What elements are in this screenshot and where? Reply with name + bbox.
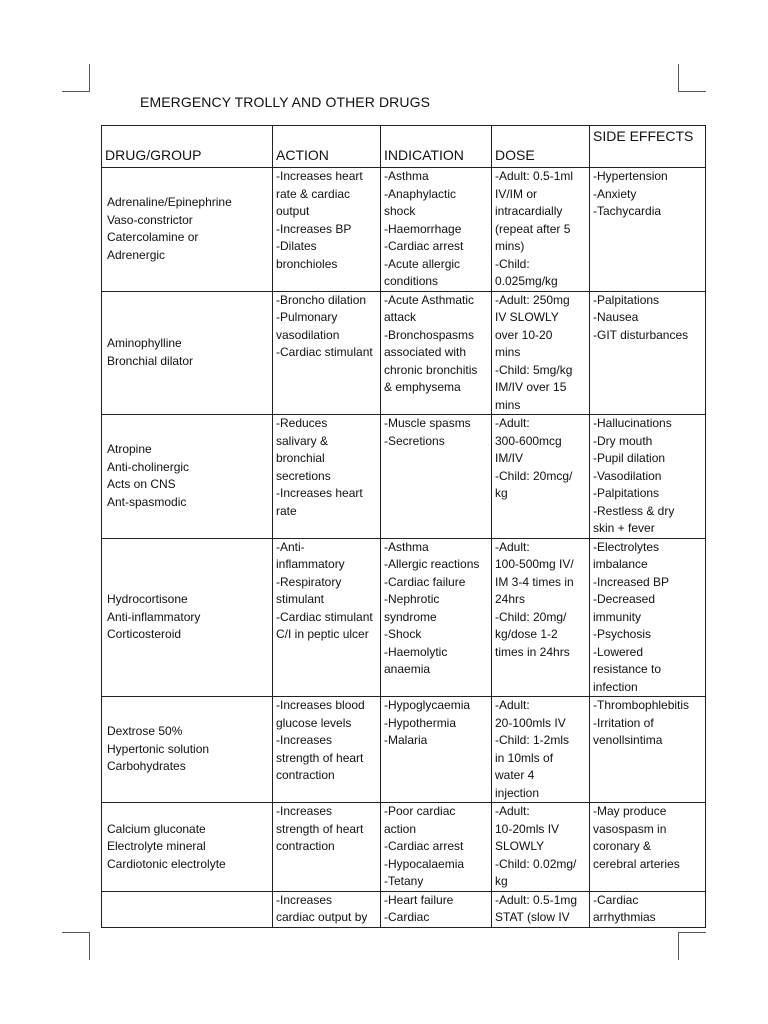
- cell-line: -Hypothermia: [384, 715, 457, 730]
- side-effects-cell: [590, 891, 706, 927]
- cell-line: -Lowered: [593, 644, 644, 659]
- cell-line: -GIT disturbances: [593, 327, 689, 342]
- cell-line: -Increases blood: [276, 698, 365, 712]
- table-body: [102, 168, 706, 928]
- cell-line: -Nephrotic: [384, 592, 440, 606]
- cell-line: SLOWLY: [495, 839, 545, 853]
- cell-line: -Tetany: [384, 874, 424, 888]
- cell-line: -Cardiac arrest: [384, 239, 464, 253]
- cell-line: -Secretions: [384, 433, 445, 448]
- cell-line: contraction: [276, 839, 335, 853]
- indication-cell: [381, 697, 492, 803]
- indication-cell: [381, 291, 492, 415]
- table-row: [102, 891, 706, 927]
- dose-cell: [492, 168, 590, 292]
- cell-line: -Child: 20mcg/: [495, 468, 573, 483]
- cell-line: conditions: [384, 274, 439, 288]
- cell-line: -Heart failure: [384, 892, 454, 907]
- cell-line: -Hallucinations: [593, 416, 672, 430]
- cell-line: -Broncho dilation: [276, 292, 367, 307]
- cell-line: venollsintima: [593, 733, 663, 747]
- cell-line: (repeat after 5: [495, 221, 571, 236]
- header-action: ACTION: [273, 126, 381, 168]
- cell-line: mins: [495, 397, 521, 412]
- cell-line: Electrolyte mineral: [107, 839, 206, 853]
- indication-cell: [381, 891, 492, 927]
- cell-line: Hydrocortisone: [107, 592, 188, 606]
- cell-line: -Adult: 0.5-1mg: [495, 892, 578, 907]
- drug-cell: [102, 803, 273, 892]
- cell-line: -Vasodilation: [593, 468, 662, 483]
- cell-line: Anti-inflammatory: [107, 609, 201, 624]
- cell-line: -Decreased: [593, 592, 656, 606]
- cell-line: salivary &: [276, 433, 329, 448]
- cell-line: anaemia: [384, 662, 431, 676]
- cell-line: kg: [495, 486, 508, 500]
- cell-line: -Cardiac arrest: [384, 839, 464, 853]
- side-effects-cell: [590, 168, 706, 292]
- cell-line: -Palpitations: [593, 486, 660, 500]
- cell-line: -Adult:: [495, 804, 530, 818]
- cell-line: -Acute allergic: [384, 256, 461, 271]
- cell-line: rate & cardiac: [276, 186, 351, 201]
- cell-line: -Dry mouth: [593, 433, 653, 448]
- cell-line: Carbohydrates: [107, 759, 186, 774]
- cell-line: -Thrombophlebitis: [593, 698, 690, 712]
- cell-line: -Adult:: [495, 698, 530, 712]
- page-title: EMERGENCY TROLLY AND OTHER DRUGS: [140, 94, 431, 110]
- cell-line: imbalance: [593, 557, 648, 571]
- drug-cell: [102, 291, 273, 415]
- cell-line: Corticosteroid: [107, 627, 182, 641]
- cell-line: -Child: 0.02mg/: [495, 856, 577, 871]
- cell-line: -Restless & dry: [593, 503, 675, 518]
- cell-line: stimulant: [276, 592, 325, 606]
- crop-mark-top-left-horizontal: [62, 91, 90, 92]
- crop-mark-bottom-left-vertical: [89, 932, 90, 960]
- cell-line: -Child: 5mg/kg: [495, 362, 573, 377]
- cell-line: kg/dose 1-2: [495, 627, 558, 641]
- cell-line: Acts on CNS: [107, 477, 176, 492]
- cell-line: -Increases BP: [276, 221, 352, 236]
- cell-line: arrhythmias: [593, 910, 656, 924]
- cell-line: vasodilation: [276, 327, 340, 342]
- cell-line: -Increases heart: [276, 169, 363, 183]
- crop-mark-top-left-vertical: [89, 64, 90, 92]
- cell-line: Aminophylline: [107, 336, 182, 351]
- cell-line: -Increases: [276, 733, 333, 747]
- cell-line: times in 24hrs: [495, 644, 570, 659]
- dose-cell: [492, 415, 590, 539]
- cell-line: Adrenaline/Epinephrine: [107, 195, 232, 210]
- table-header-row: [102, 126, 706, 168]
- dose-cell: [492, 538, 590, 697]
- cell-line: immunity: [593, 609, 642, 624]
- cell-line: IV/IM or: [495, 186, 538, 201]
- cell-line: -Poor cardiac: [384, 804, 456, 818]
- cell-line: -Tachycardia: [593, 204, 662, 218]
- dose-cell: [492, 291, 590, 415]
- cell-line: -Anti-: [276, 539, 305, 554]
- cell-line: -Nausea: [593, 310, 639, 324]
- cell-line: IM 3-4 times in: [495, 574, 574, 589]
- side-effects-cell: [590, 291, 706, 415]
- cell-line: -Adult: 250mg: [495, 292, 570, 307]
- cell-line: -Anaphylactic: [384, 186, 457, 201]
- cell-line: 20-100mls IV: [495, 715, 566, 730]
- indication-cell: [381, 803, 492, 892]
- cell-line: IM/IV: [495, 451, 524, 465]
- cell-line: -Respiratory: [276, 574, 342, 589]
- cell-line: strength of heart: [276, 750, 364, 765]
- cell-line: Adrenergic: [107, 247, 166, 262]
- cell-line: bronchial: [276, 451, 325, 465]
- cell-line: mins: [495, 345, 521, 359]
- cell-line: Vaso-constrictor: [107, 212, 193, 227]
- cell-line: attack: [384, 310, 417, 324]
- cell-line: Catercolamine or: [107, 230, 199, 245]
- cell-line: -Child: 20mg/: [495, 609, 567, 624]
- cell-line: cardiac output by: [276, 910, 368, 924]
- cell-line: -Haemorrhage: [384, 221, 462, 236]
- crop-mark-bottom-left-horizontal: [62, 932, 90, 933]
- cell-line: -Increases: [276, 892, 333, 907]
- cell-line: Atropine: [107, 442, 152, 457]
- cell-line: cerebral arteries: [593, 856, 680, 871]
- cell-line: bronchioles: [276, 256, 338, 271]
- cell-line: output: [276, 204, 310, 218]
- table-row: [102, 168, 706, 292]
- drug-cell: [102, 891, 273, 927]
- cell-line: -Dilates: [276, 239, 317, 253]
- cell-line: rate: [276, 503, 297, 518]
- cell-line: -Electrolytes: [593, 539, 660, 554]
- cell-line: -Haemolytic: [384, 644, 448, 659]
- cell-line: Calcium gluconate: [107, 821, 206, 836]
- cell-line: coronary &: [593, 839, 652, 853]
- table-row: [102, 803, 706, 892]
- cell-line: -Cardiac: [384, 910, 430, 924]
- drug-cell: [102, 168, 273, 292]
- header-indication: INDICATION: [381, 126, 492, 168]
- cell-line: vasospasm in: [593, 821, 667, 836]
- drug-cell: [102, 538, 273, 697]
- cell-line: Bronchial dilator: [107, 353, 194, 368]
- cell-line: -Reduces: [276, 416, 328, 430]
- cell-line: Cardiotonic electrolyte: [107, 856, 226, 871]
- cell-line: IM/IV over 15: [495, 380, 567, 394]
- crop-mark-top-right-horizontal: [678, 91, 706, 92]
- cell-line: -Hypocalaemia: [384, 856, 465, 871]
- dose-cell: [492, 697, 590, 803]
- cell-line: -Adult:: [495, 416, 530, 430]
- cell-line: Anti-cholinergic: [107, 459, 190, 474]
- action-cell: [273, 168, 381, 292]
- crop-mark-top-right-vertical: [678, 64, 679, 92]
- side-effects-cell: [590, 538, 706, 697]
- cell-line: -Psychosis: [593, 627, 652, 641]
- header-drug-group: DRUG/GROUP: [102, 126, 273, 168]
- cell-line: 24hrs: [495, 592, 526, 606]
- cell-line: Dextrose 50%: [107, 724, 183, 739]
- cell-line: -Child:: [495, 256, 530, 271]
- cell-line: kg: [495, 874, 508, 888]
- cell-line: -Adult: 0.5-1ml: [495, 169, 574, 183]
- cell-line: -Cardiac stimulant: [276, 609, 373, 624]
- cell-line: associated with: [384, 345, 467, 359]
- cell-line: STAT (slow IV: [495, 910, 570, 924]
- drug-cell: [102, 697, 273, 803]
- cell-line: -Irritation of: [593, 715, 654, 730]
- table-row: [102, 538, 706, 697]
- action-cell: [273, 291, 381, 415]
- cell-line: -Allergic reactions: [384, 557, 480, 571]
- cell-line: secretions: [276, 468, 331, 483]
- side-effects-cell: [590, 697, 706, 803]
- cell-line: intracardially: [495, 204, 563, 218]
- action-cell: [273, 891, 381, 927]
- cell-line: -Increases heart: [276, 486, 363, 500]
- header-side-effects: SIDE EFFECTS: [590, 126, 706, 168]
- action-cell: [273, 803, 381, 892]
- cell-line: glucose levels: [276, 715, 352, 730]
- drug-cell: [102, 415, 273, 539]
- cell-line: IV SLOWLY: [495, 310, 559, 324]
- cell-line: -Pulmonary: [276, 310, 338, 324]
- cell-line: infection: [593, 679, 638, 694]
- cell-line: -Cardiac failure: [384, 574, 466, 589]
- side-effects-cell: [590, 415, 706, 539]
- cell-line: -Muscle spasms: [384, 416, 471, 430]
- drug-table: [101, 125, 706, 928]
- cell-line: in 10mls of: [495, 750, 554, 765]
- cell-line: -Palpitations: [593, 292, 660, 307]
- cell-line: syndrome: [384, 609, 437, 624]
- cell-line: -Hypertension: [593, 169, 668, 183]
- cell-line: -Child: 1-2mls: [495, 733, 570, 747]
- cell-line: -Adult:: [495, 539, 530, 554]
- cell-line: 300-600mcg: [495, 433, 562, 448]
- cell-line: -Pupil dilation: [593, 451, 666, 465]
- cell-line: chronic bronchitis: [384, 362, 478, 377]
- cell-line: -Asthma: [384, 539, 429, 554]
- cell-line: 100-500mg IV/: [495, 557, 574, 571]
- indication-cell: [381, 538, 492, 697]
- dose-cell: [492, 891, 590, 927]
- cell-line: -Cardiac stimulant: [276, 345, 373, 359]
- table-row: [102, 697, 706, 803]
- cell-line: contraction: [276, 768, 335, 782]
- cell-line: over 10-20: [495, 327, 553, 342]
- cell-line: Hypertonic solution: [107, 741, 210, 756]
- cell-line: water 4: [495, 768, 535, 782]
- cell-line: mins): [495, 239, 525, 253]
- cell-line: shock: [384, 204, 416, 218]
- cell-line: -Malaria: [384, 733, 428, 747]
- indication-cell: [381, 168, 492, 292]
- action-cell: [273, 538, 381, 697]
- header-dose: DOSE: [492, 126, 590, 168]
- side-effects-cell: [590, 803, 706, 892]
- cell-line: resistance to: [593, 662, 662, 676]
- cell-line: C/I in peptic ulcer: [276, 627, 369, 641]
- cell-line: -Anxiety: [593, 186, 637, 201]
- action-cell: [273, 697, 381, 803]
- cell-line: -May produce: [593, 804, 667, 818]
- cell-line: strength of heart: [276, 821, 364, 836]
- cell-line: -Bronchospasms: [384, 327, 475, 342]
- cell-line: -Cardiac: [593, 892, 639, 907]
- crop-mark-bottom-right-vertical: [678, 932, 679, 960]
- dose-cell: [492, 803, 590, 892]
- cell-line: skin + fever: [593, 521, 655, 535]
- cell-line: injection: [495, 785, 540, 800]
- crop-mark-bottom-right-horizontal: [678, 932, 706, 933]
- table-row: [102, 291, 706, 415]
- cell-line: & emphysema: [384, 380, 461, 394]
- cell-line: inflammatory: [276, 557, 345, 571]
- cell-line: 10-20mls IV: [495, 821, 560, 836]
- indication-cell: [381, 415, 492, 539]
- table-row: [102, 415, 706, 539]
- cell-line: -Acute Asthmatic: [384, 292, 475, 307]
- cell-line: action: [384, 821, 417, 836]
- action-cell: [273, 415, 381, 539]
- cell-line: -Increased BP: [593, 574, 670, 589]
- cell-line: -Increases: [276, 804, 333, 818]
- cell-line: -Hypoglycaemia: [384, 698, 471, 712]
- cell-line: 0.025mg/kg: [495, 274, 558, 288]
- cell-line: Ant-spasmodic: [107, 494, 187, 509]
- cell-line: -Asthma: [384, 169, 429, 183]
- cell-line: -Shock: [384, 627, 422, 641]
